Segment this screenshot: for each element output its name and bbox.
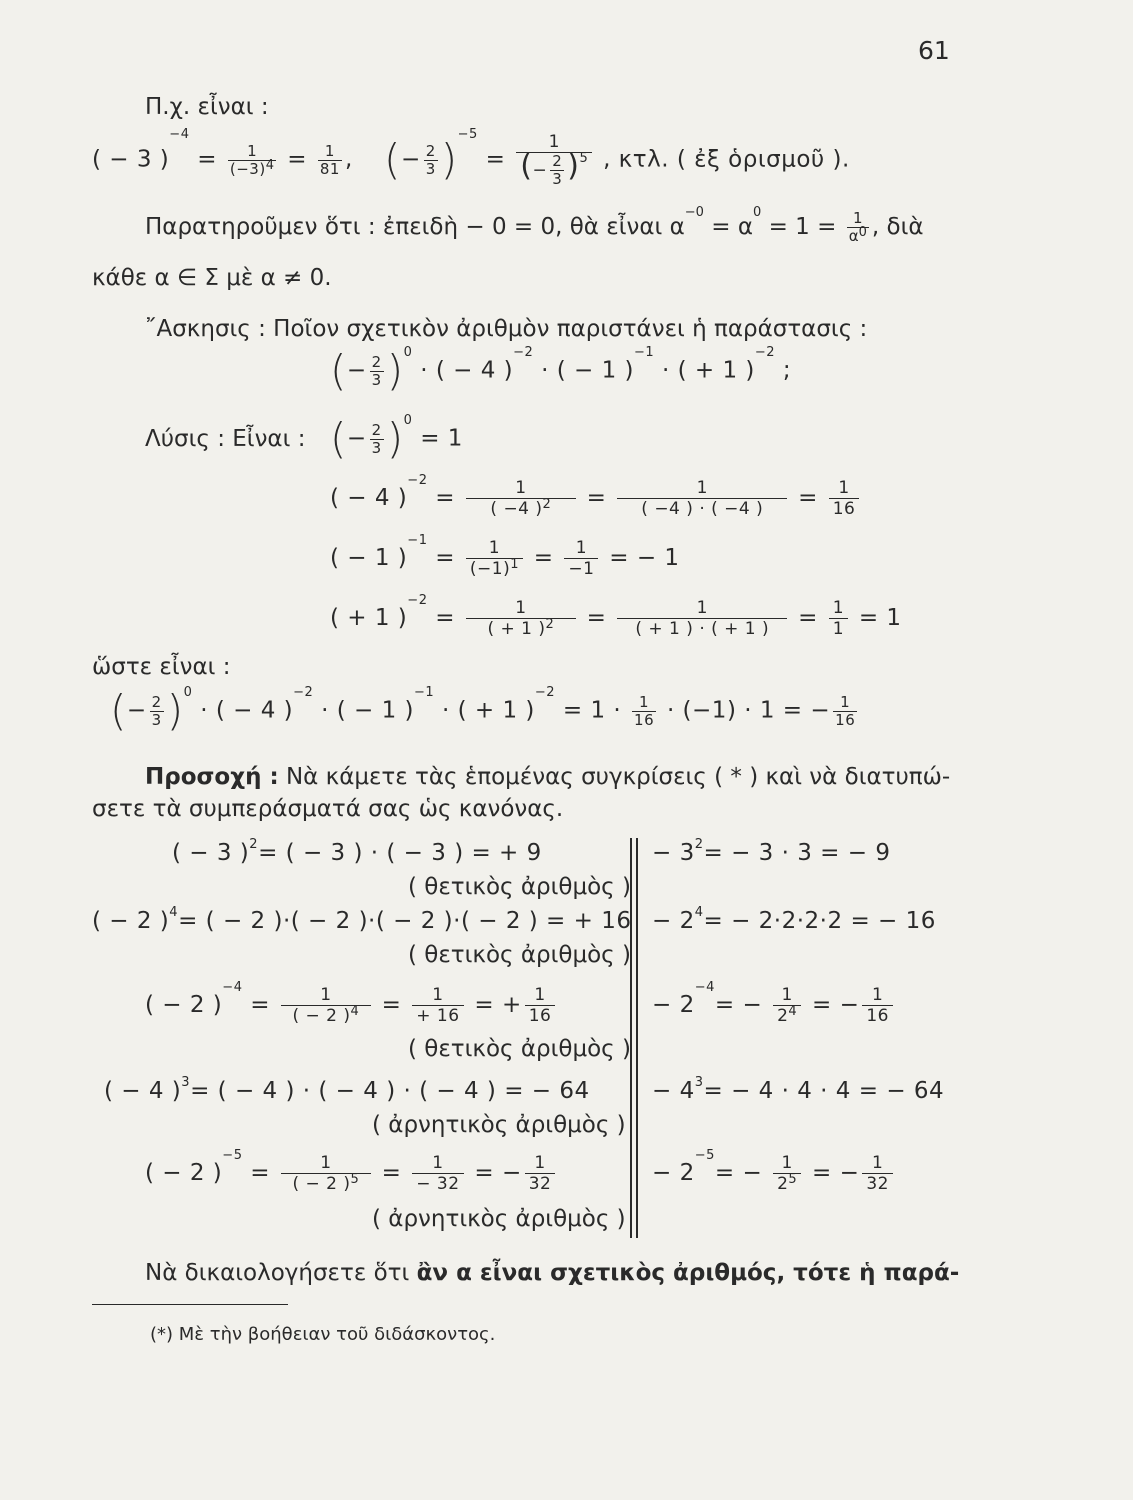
left-row-2: ( − 2 )$^4$= ( − 2 )·( − 2 )·( − 2 )·( − 2 ) = + 16 [92, 905, 632, 934]
attention-line2: σετε τὰ συμπεράσματά σας ὡς κανόνας. [92, 796, 564, 822]
label-positive: ( θετικὸς ἀριθμὸς ) [408, 874, 631, 900]
fraction: $\frac{1}{(-3)^4}$ [229, 141, 275, 178]
left-row-1: ( − 3 )$^2$= ( − 3 ) · ( − 3 ) = + 9 [172, 837, 542, 866]
intro-text: Π.χ. εἶναι : [145, 94, 269, 120]
exercise-text: ῎Ασκησις : Ποῖον σχετικὸν ἀριθμὸν παριστάνει ἡ παράστασις : [145, 316, 868, 342]
fraction: $\frac{1}{\alpha^0}$ [848, 209, 867, 245]
right-row-5: − $2^{-5}=$ − $\frac{1}{2^5}$ = − $\frac{1}{32}$ [652, 1153, 896, 1194]
label-negative: ( ἀρνητικὸς ἀριθμὸς ) [372, 1206, 626, 1232]
footnote: (*) Μὲ τὴν βοήθειαν τοῦ διδάσκοντος. [150, 1324, 496, 1345]
solution-row-3: ( − 1 )$^{-1}$ = $\frac{1}{(-1)^1}$ = $\frac{1}{-1}$ = − 1 [330, 533, 680, 579]
attention-line1: Προσοχή : Νὰ κάμετε τὰς ἑπομένας συγκρίσεις ( * ) καὶ νὰ διατυπώ- [145, 764, 951, 790]
fraction: 1 (− $\frac{2}{3}$ )$^5$ [516, 132, 592, 188]
solution-row-2: ( − 4 )$^{-2}$ = $\frac{1}{( -4 )^2}$ = $\frac{1}{( -4 ) \cdot ( -4 )}$ = $\frac{1}{16}$ [330, 478, 862, 519]
solution-row-1: (− $\frac{2}{3}$ )$^0$ = 1 [330, 413, 463, 463]
right-row-4: − $4^3= - 4 \cdot 4 \cdot 4$ = − 64 [652, 1075, 945, 1104]
column-divider [636, 838, 638, 1238]
observation-text: Παρατηροῦμεν ὅτι : ἐπειδὴ − 0 = 0, θὰ εἶναι $\alpha^{-0} = \alpha^0 = 1$ = $\frac{1}{\alpha^0}$ , διὰ [145, 205, 924, 245]
justify-text: Νὰ δικαιολογήσετε ὅτι ἂν α εἶναι σχετικὸς ἀριθμός, τότε ἡ παρά- [145, 1260, 960, 1286]
label-positive: ( θετικὸς ἀριθμὸς ) [408, 942, 631, 968]
page-number: 61 [918, 36, 950, 65]
exercise-expression: (− $\frac{2}{3}$ )$^0$ · ( − 4 )$^{-2}$ · ( − 1 )$^{-1}$ · ( + 1 )$^{-2}$ ; [330, 345, 792, 395]
right-row-3: − $2^{-4}=$ − $\frac{1}{2^4}$ = − $\frac{1}{16}$ [652, 985, 896, 1026]
hence-label: ὥστε εἶναι : [92, 654, 231, 680]
fraction: $\frac{1}{81}$ [319, 141, 340, 178]
hence-expression: (− $\frac{2}{3}$ )$^0$ · ( − 4 )$^{-2}$ · ( − 1 )$^{-1}$ · ( + 1 )$^{-2}$ = 1 · $\frac{1}{16}$ · (−1) · 1 = − $\frac{1}{16}$ [110, 685, 856, 735]
solution-row-4: ( + 1 )$^{-2}$ = $\frac{1}{( + 1 )^2}$ = $\frac{1}{( + 1 ) \cdot ( + 1 )}$ = $\frac{1}{1}$ = 1 [330, 593, 902, 639]
label-positive: ( θετικὸς ἀριθμὸς ) [408, 1036, 631, 1062]
label-negative: ( ἀρνητικὸς ἀριθμὸς ) [372, 1112, 626, 1138]
left-row-4: ( − 4 )$^3$= ( − 4 ) · ( − 4 ) · ( − 4 ) = − 64 [104, 1075, 590, 1104]
example-definition: ( − 3 )$^{-4}$ = $\frac{1}{(-3)^4}$ = $\frac{1}{81}$ , (− $\frac{2}{3}$ )$^{-5}$ = 1 (− $\frac{2}{3}$ )$^5$ , κτλ. ( ἐξ ὁρισμοῦ ). [92, 127, 850, 188]
left-row-3: ( − 2 )$^{-4}$ = $\frac{1}{( - 2 )^4}$ = $\frac{1}{+ 16}$ = + $\frac{1}{16}$ [145, 985, 558, 1026]
left-row-5: ( − 2 )$^{-5}$ = $\frac{1}{( - 2 )^5}$ = $\frac{1}{- 32}$ = − $\frac{1}{32}$ [145, 1153, 558, 1194]
observation-line2: κάθε α ∈ Σ μὲ α ≠ 0. [92, 265, 332, 291]
right-row-1: − $3^2= - 3 \cdot 3$ = − 9 [652, 837, 891, 866]
solution-label: Λύσις : Εἶναι : [145, 426, 306, 452]
right-row-2: − $2^4= - 2\cdot 2\cdot 2\cdot 2$ = − 16 [652, 905, 936, 934]
footnote-rule [92, 1304, 288, 1305]
